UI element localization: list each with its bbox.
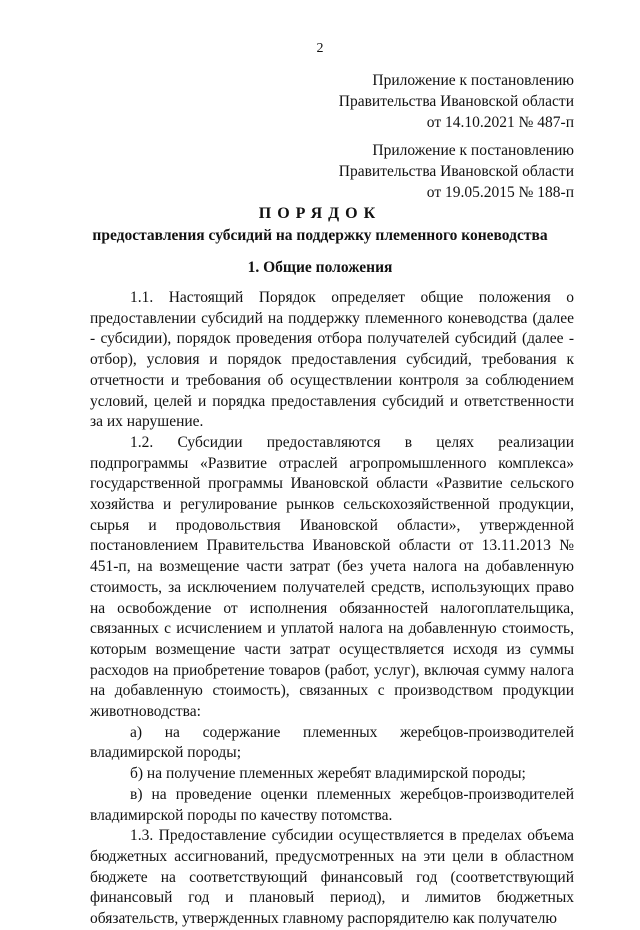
approval-date-line: от 14.10.2021 № 487-п: [426, 114, 574, 131]
approval-line: Приложение к постановлению: [372, 142, 574, 159]
section-heading: 1. Общие положения: [247, 259, 393, 276]
approval-date-line: от 19.05.2015 № 188-п: [426, 184, 574, 201]
approval-block-original: [274, 140, 574, 203]
body-text: [90, 288, 574, 930]
list-item-b: б) на получение племенных жеребят владимирской породы;: [130, 765, 526, 783]
paragraph-1-3: 1.3. Предоставление субсидии осуществляется в пределах объема бюджетных ассигнований, предусмотренных на эти цели в областном бюджете на соответствующий финансовый год (соответствующий финансовый год и плановый период), и лимитов бюджетных обязательств, утвержденных главному распорядителю как получателю: [90, 827, 574, 928]
approval-line: Правительства Ивановской области: [338, 163, 574, 180]
page-number: 2: [316, 41, 324, 56]
document-title: ПОРЯДОК: [258, 205, 382, 222]
list-item-a: а) на содержание племенных жеребцов-производителей владимирской породы;: [90, 723, 574, 762]
paragraph-1-1: 1.1. Настоящий Порядок определяет общие положения о предоставлении субсидий на поддержку племенного коневодства (далее - субсидии), порядок проведения отбора получателей субсидий (далее - отбор), условия и порядок предоставления субсидий, требования к отчетности и требования об осуществлении контроля за соблюдением условий, целей и порядка предоставления субсидий и ответственности за их нарушение.: [90, 289, 574, 431]
approval-block-current: [274, 70, 574, 133]
approval-line: Правительства Ивановской области: [338, 93, 574, 110]
approval-line: Приложение к постановлению: [372, 72, 574, 89]
document-subtitle: предоставления субсидий на поддержку племенного коневодства: [92, 227, 548, 244]
paragraph-1-2: 1.2. Субсидии предоставляются в целях реализации подпрограммы «Развитие отраслей агропромышленного комплекса» государственной программы Ивановской области «Развитие сельского хозяйства и регулирование рынков сельскохозяйственной продукции, сырья и продовольствия Ивановской области», утвержденной постановлением Правительства Ивановской области от 13.11.2013 № 451-п, на возмещение части затрат (без учета налога на добавленную стоимость, за исключением получателей средств, использующих право на освобождение от исполнения обязанностей налогоплательщика, связанных с исчислением и уплатой налога на добавленную стоимость, которым возмещение части затрат осуществляется исходя из суммы расходов на приобретение товаров (работ, услуг), включая сумму налога на добавленную стоимость), связанных с производством продукции животноводства:: [90, 433, 574, 721]
list-item-c: в) на проведение оценки племенных жеребцов-производителей владимирской породы по качеству потомства.: [90, 785, 574, 824]
